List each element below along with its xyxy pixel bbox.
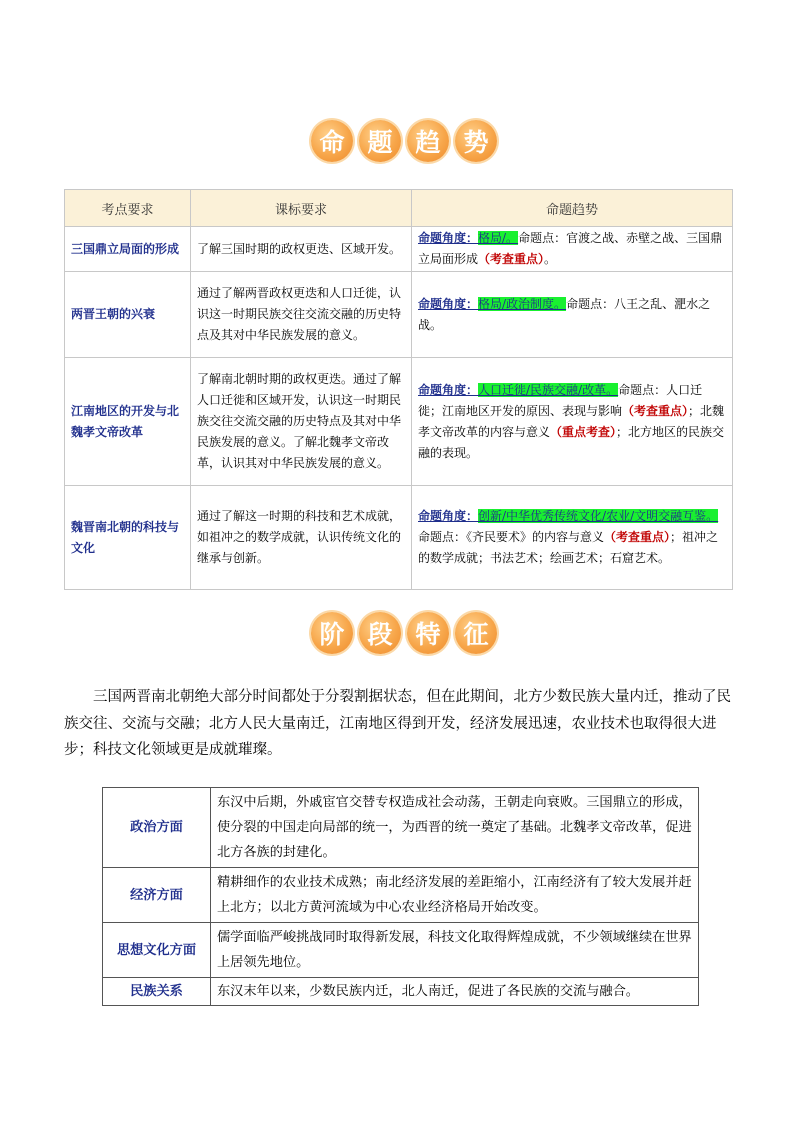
table-row	[103, 788, 699, 868]
kebiao-cell: 通过了解两晋政权更迭和人口迁徙，认识这一时期民族交往交流交融的历史特点及其对中华民族发展的意义。	[191, 272, 412, 358]
banner-char: 阶	[311, 612, 353, 654]
kaodian-cell: 江南地区的开发与北魏孝文帝改革	[65, 358, 191, 486]
feature-label: 政治方面	[103, 788, 211, 868]
trend-cell	[412, 227, 733, 272]
feature-label: 经济方面	[103, 868, 211, 923]
angle-label: 命题角度：	[418, 231, 479, 245]
point-text: ；祖冲之的数学成就；书法艺术；绘画艺术；石窟艺术。	[418, 530, 719, 565]
point-text: 。	[544, 252, 557, 266]
header-kebiao: 课标要求	[191, 190, 412, 227]
key-mark: （考查重点）	[604, 530, 671, 544]
trend-table	[64, 189, 733, 590]
angle-highlight: 格局/政治制度。	[478, 296, 567, 311]
angle-label: 命题角度：	[418, 296, 479, 311]
feature-table	[102, 787, 699, 1006]
banner-char: 段	[359, 612, 401, 654]
table-row	[65, 358, 733, 486]
key-mark: （考查重点）	[478, 252, 545, 266]
kaodian-cell: 魏晋南北朝的科技与文化	[65, 486, 191, 590]
section-banner-trend	[311, 120, 497, 162]
trend-table-header	[65, 190, 733, 227]
feature-text: 东汉末年以来，少数民族内迁，北人南迁，促进了各民族的交流与融合。	[211, 978, 699, 1006]
point-text: 人口迁徙；江南地区开发的原因、表现与影响	[418, 382, 703, 418]
table-row	[65, 272, 733, 358]
kebiao-cell: 了解三国时期的政权更迭、区域开发。	[191, 227, 412, 272]
banner-char: 命	[311, 120, 353, 162]
table-row	[103, 868, 699, 923]
table-row	[103, 923, 699, 978]
point-text: 《齐民要术》的内容与意义	[466, 530, 605, 544]
point-text: ；北魏孝文帝改革的内容与意义	[418, 403, 725, 439]
banner-char: 征	[455, 612, 497, 654]
point-label: 命题点：	[418, 530, 467, 544]
table-row	[65, 227, 733, 272]
feature-text: 精耕细作的农业技术成熟；南北经济发展的差距缩小，江南经济有了较大发展并赶上北方；以北方黄河流域为中心农业经济格局开始改变。	[211, 868, 699, 923]
feature-text: 东汉中后期，外戚宦官交替专权造成社会动荡，王朝走向衰败。三国鼎立的形成，使分裂的中国走向局部的统一，为西晋的统一奠定了基础。北魏孝文帝改革，促进北方各族的封建化。	[211, 788, 699, 868]
trend-cell	[412, 272, 733, 358]
header-trend: 命题趋势	[412, 190, 733, 227]
key-mark: （考查重点）	[622, 403, 689, 418]
angle-label: 命题角度：	[418, 382, 479, 397]
point-label: 命题点：	[618, 382, 667, 397]
banner-char: 势	[455, 120, 497, 162]
intro-paragraph: 三国两晋南北朝绝大部分时间都处于分裂割据状态，但在此期间，北方少数民族大量内迁，推动了民族交往、交流与交融；北方人民大量南迁，江南地区得到开发，经济发展迅速，农业技术也取得很大进步；科技文化领域更是成就璀璨。	[64, 689, 731, 759]
feature-label: 民族关系	[103, 978, 211, 1006]
kebiao-cell: 通过了解这一时期的科技和艺术成就，如祖冲之的数学成就，认识传统文化的继承与创新。	[191, 486, 412, 590]
point-text: 八王之乱、淝水之战。	[418, 296, 711, 332]
table-row	[65, 486, 733, 590]
kebiao-cell: 了解南北朝时期的政权更迭。通过了解人口迁徙和区域开发，认识这一时期民族交往交流交融的历史特点及其对中华民族发展的意义。了解北魏孝文帝改革，认识其对中华民族发展的意义。	[191, 358, 412, 486]
point-label: 命题点：	[518, 231, 567, 245]
key-mark: （重点考查）	[550, 424, 617, 439]
angle-highlight: 格局/。	[478, 231, 519, 245]
table-row	[103, 978, 699, 1006]
angle-label: 命题角度：	[418, 509, 479, 523]
point-label: 命题点：	[566, 296, 615, 311]
banner-char: 趋	[407, 120, 449, 162]
kaodian-cell: 三国鼎立局面的形成	[65, 227, 191, 272]
point-text: 官渡之战、赤壁之战、三国鼎立局面形成	[418, 231, 723, 266]
point-text: ；北方地区的民族交融的表现。	[418, 424, 725, 460]
section-banner-stage	[311, 612, 497, 654]
trend-cell	[412, 486, 733, 590]
feature-label: 思想文化方面	[103, 923, 211, 978]
kaodian-cell: 两晋王朝的兴衰	[65, 272, 191, 358]
angle-highlight: 创新/中华优秀传统文化/农业/文明交融互鉴。	[478, 509, 719, 523]
header-kaodian: 考点要求	[65, 190, 191, 227]
banner-char: 题	[359, 120, 401, 162]
trend-cell	[412, 358, 733, 486]
banner-char: 特	[407, 612, 449, 654]
angle-highlight: 人口迁徙/民族交融/改革。	[478, 382, 619, 397]
feature-text: 儒学面临严峻挑战同时取得新发展，科技文化取得辉煌成就，不少领域继续在世界上居领先地位。	[211, 923, 699, 978]
